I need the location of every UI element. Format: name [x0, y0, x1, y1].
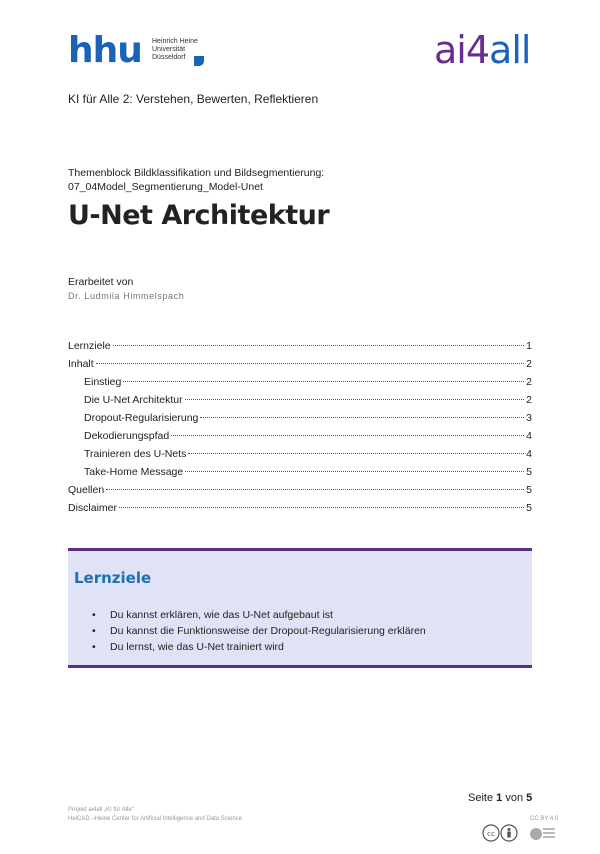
theme-block [68, 166, 324, 194]
document-title: U-Net Architektur [68, 200, 330, 231]
toc-entry-page: 2 [526, 394, 532, 406]
toc-entry-inhalt[interactable] [68, 358, 532, 376]
toc-entry-label: Dropout-Regularisierung [84, 412, 199, 424]
toc-entry-page: 1 [526, 340, 532, 352]
page-total: 5 [526, 792, 533, 804]
toc-entry-page: 2 [526, 358, 532, 370]
lernziele-list [92, 607, 426, 655]
oer-logo-icon [530, 826, 556, 842]
lernziele-box [68, 548, 532, 668]
toc-entry-label: Die U-Net Architektur [84, 394, 183, 406]
toc-entry-quellen[interactable] [68, 484, 532, 502]
toc-entry-dekodierungspfad[interactable] [68, 430, 532, 448]
lernziele-heading: Lernziele [74, 569, 152, 587]
toc-entry-label: Dekodierungspfad [84, 430, 170, 442]
toc-entry-dropout[interactable] [68, 412, 532, 430]
toc-entry-page: 3 [526, 412, 532, 424]
toc-entry-unet-architektur[interactable] [68, 394, 532, 412]
table-of-contents [68, 340, 532, 520]
toc-entry-label: Disclaimer [68, 502, 118, 514]
theme-line-2: 07_04Model_Segmentierung_Model-Unet [68, 181, 263, 193]
author-name: Dr. Ludmila Himmelspach [68, 291, 185, 301]
theme-line-1: Themenblock Bildklassifikation und Bildsegmentierung: [68, 167, 325, 179]
ai4all-logo-ai: ai [434, 28, 466, 72]
toc-entry-page: 4 [526, 430, 532, 442]
license-version: CC BY 4.0 [530, 816, 559, 822]
hhu-logo-word: hhu [68, 30, 142, 71]
list-item: • Du kannst erklären, wie das U-Net aufgebaut ist [92, 607, 426, 623]
toc-entry-label: Einstieg [84, 376, 122, 388]
ai4all-logo-all: all [489, 28, 531, 72]
toc-entry-take-home[interactable] [68, 466, 532, 484]
footer-project-info [68, 806, 242, 824]
toc-entry-page: 4 [526, 448, 532, 460]
toc-entry-page: 5 [526, 484, 532, 496]
toc-entry-label: Trainieren des U-Nets [84, 448, 187, 460]
page-number: Seite 1 von 5 [468, 792, 533, 804]
toc-entry-page: 2 [526, 376, 532, 388]
toc-entry-disclaimer[interactable] [68, 502, 532, 520]
ai4all-logo [434, 30, 544, 70]
toc-entry-label: Lernziele [68, 340, 111, 352]
footer-project-line-2: HeiCAD –Heine Center for Artificial Intelligence and Data Science [68, 816, 243, 822]
list-item: • Du lernst, wie das U-Net trainiert wird [92, 639, 426, 655]
page-current: 1 [496, 792, 503, 804]
hhu-logo-subtitle: Heinrich Heine Universität Düsseldorf [152, 38, 198, 61]
toc-entry-trainieren[interactable] [68, 448, 532, 466]
toc-entry-lernziele[interactable] [68, 340, 532, 358]
hhu-logo-mark-icon [194, 56, 204, 66]
toc-entry-einstieg[interactable] [68, 376, 532, 394]
course-title: KI für Alle 2: Verstehen, Bewerten, Reflektieren [68, 92, 319, 106]
footer-project-line-1: Projekt ai4all „KI für Alle“ [68, 807, 134, 813]
ai4all-logo-four: 4 [465, 28, 490, 72]
author-label: Erarbeitet von [68, 276, 134, 288]
toc-entry-label: Inhalt [68, 358, 94, 370]
toc-entry-label: Take-Home Message [84, 466, 184, 478]
toc-entry-page: 5 [526, 466, 532, 478]
list-item: • Du kannst die Funktionsweise der Dropout-Regularisierung erklären [92, 623, 426, 639]
svg-text:cc: cc [487, 830, 495, 838]
toc-entry-page: 5 [526, 502, 532, 514]
toc-entry-label: Quellen [68, 484, 105, 496]
